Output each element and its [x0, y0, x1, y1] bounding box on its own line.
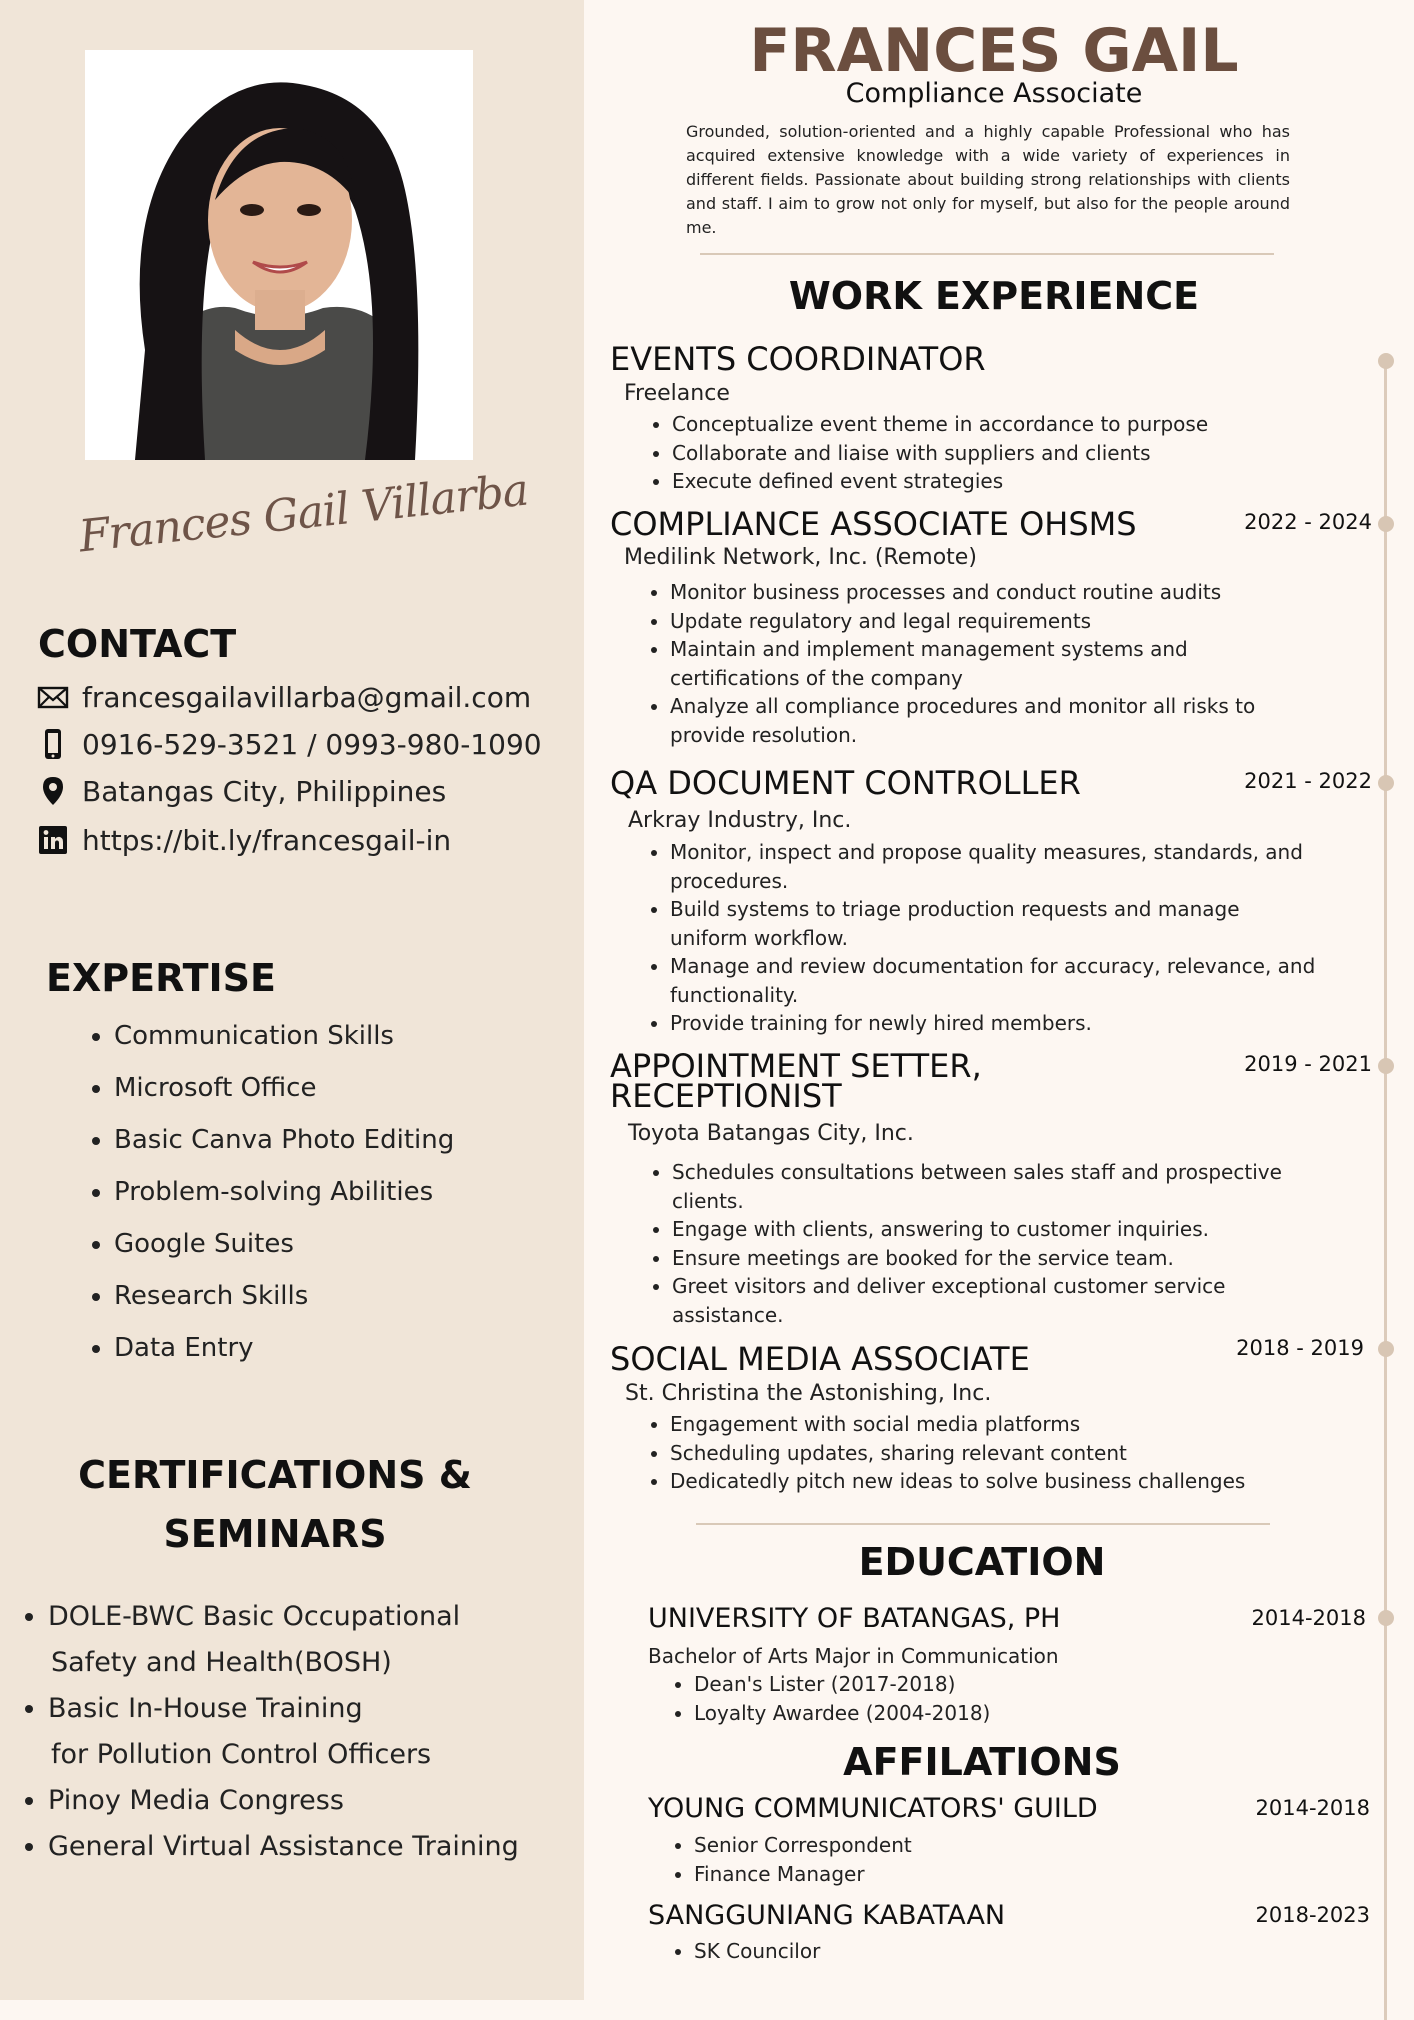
- job-bullet: • Monitor, inspect and propose quality measures, standards, and procedures.: [670, 838, 1320, 895]
- timeline-dot: [1378, 353, 1394, 369]
- work-experience-heading: WORK EXPERIENCE: [788, 274, 1200, 318]
- affiliation-bullet: • Finance Manager: [694, 1860, 1194, 1889]
- timeline-dot: [1378, 1058, 1394, 1074]
- contact-linkedin-row: [36, 823, 451, 857]
- job-bullet: • Collaborate and liaise with suppliers and clients: [672, 439, 1392, 468]
- contact-phone-row: [36, 727, 542, 761]
- job-company: Medilink Network, Inc. (Remote): [624, 545, 977, 570]
- expertise-item: • Microsoft Office: [114, 1062, 454, 1114]
- job-date: 2018 - 2019: [1236, 1336, 1364, 1360]
- expertise-item: • Communication Skills: [114, 1010, 454, 1062]
- job-bullet: • Engage with clients, answering to customer inquiries.: [672, 1215, 1312, 1244]
- portrait-image: [85, 50, 473, 460]
- education-degree: Bachelor of Arts Major in Communication: [648, 1644, 1059, 1668]
- expertise-item: • Research Skills: [114, 1270, 454, 1322]
- affiliation-name: YOUNG COMMUNICATORS' GUILD: [648, 1793, 1098, 1824]
- affiliation-bullets: [668, 1937, 1194, 1966]
- contact-location-row: [36, 774, 446, 808]
- timeline-dot: [1378, 1610, 1394, 1626]
- job-title: SOCIAL MEDIA ASSOCIATE: [610, 1340, 1030, 1378]
- job-date: 2019 - 2021: [1244, 1052, 1372, 1076]
- job-date: 2022 - 2024: [1244, 510, 1372, 534]
- certification-item: • Pinoy Media Congress: [48, 1778, 588, 1824]
- job-bullet: • Scheduling updates, sharing relevant content: [670, 1439, 1390, 1468]
- certifications-heading-line1: CERTIFICATIONS &: [78, 1453, 472, 1497]
- job-bullet: • Dedicatedly pitch new ideas to solve business challenges: [670, 1467, 1390, 1496]
- job-company: Toyota Batangas City, Inc.: [628, 1121, 914, 1146]
- certifications-heading: [40, 1446, 510, 1564]
- job-bullets: [644, 838, 1320, 1038]
- timeline-dot: [1378, 516, 1394, 532]
- timeline-line: [1384, 360, 1387, 2020]
- certification-item: • DOLE-BWC Basic Occupational Safety and Health(BOSH): [48, 1594, 588, 1686]
- timeline-dot: [1378, 1341, 1394, 1357]
- education-date: 2014-2018: [1251, 1606, 1366, 1630]
- job-bullet: • Update regulatory and legal requirements: [670, 607, 1295, 636]
- job-bullet: • Manage and review documentation for accuracy, relevance, and functionality.: [670, 952, 1320, 1009]
- affiliation-bullets: [668, 1831, 1194, 1888]
- certifications-list: [16, 1594, 588, 1870]
- divider: [700, 253, 1274, 255]
- education-heading: EDUCATION: [858, 1540, 1106, 1584]
- expertise-item: • Basic Canva Photo Editing: [114, 1114, 454, 1166]
- contact-linkedin[interactable]: https://bit.ly/francesgail-in: [82, 823, 452, 857]
- education-bullet: • Loyalty Awardee (2004-2018): [694, 1699, 1194, 1728]
- job-bullets: [644, 578, 1295, 749]
- mail-icon: [36, 680, 70, 714]
- expertise-heading: EXPERTISE: [46, 956, 277, 1000]
- timeline-dot: [1378, 775, 1394, 791]
- job-bullet: • Engagement with social media platforms: [670, 1410, 1390, 1439]
- affiliations-heading: AFFILATIONS: [843, 1740, 1121, 1784]
- divider: [696, 1523, 1270, 1525]
- affiliation-date: 2014-2018: [1255, 1796, 1370, 1820]
- contact-heading: CONTACT: [38, 622, 237, 666]
- job-bullet: • Schedules consultations between sales staff and prospective clients.: [672, 1158, 1312, 1215]
- affiliation-date: 2018-2023: [1255, 1903, 1370, 1927]
- contact-location: Batangas City, Philippines: [82, 774, 447, 808]
- location-pin-icon: [36, 774, 70, 808]
- signature: Frances Gail Villarba: [76, 464, 531, 563]
- expertise-item: • Data Entry: [114, 1322, 454, 1374]
- job-company: Freelance: [624, 381, 730, 406]
- left-sidebar: [0, 0, 584, 2000]
- job-title: APPOINTMENT SETTER, RECEPTIONIST: [610, 1047, 982, 1115]
- education-school: UNIVERSITY OF BATANGAS, PH: [648, 1603, 1061, 1634]
- certification-item: • Basic In-House Training for Pollution Control Officers: [48, 1686, 588, 1778]
- affiliation-bullet: • Senior Correspondent: [694, 1831, 1194, 1860]
- affiliation-bullet: • SK Councilor: [694, 1937, 1194, 1966]
- job-bullet: • Build systems to triage production requests and manage uniform workflow.: [670, 895, 1320, 952]
- education-bullets: [668, 1670, 1194, 1727]
- contact-email[interactable]: francesgailavillarba@gmail.com: [82, 680, 532, 714]
- expertise-item: • Problem-solving Abilities: [114, 1166, 454, 1218]
- job-bullets: [646, 1158, 1312, 1329]
- job-bullet: • Conceptualize event theme in accordance to purpose: [672, 410, 1392, 439]
- job-bullet: • Analyze all compliance procedures and monitor all risks to provide resolution.: [670, 692, 1295, 749]
- job-title: COMPLIANCE ASSOCIATE OHSMS: [610, 505, 1137, 543]
- job-bullet: • Ensure meetings are booked for the service team.: [672, 1244, 1312, 1273]
- job-title: QA DOCUMENT CONTROLLER: [610, 764, 1081, 802]
- job-bullet: • Maintain and implement management systems and certifications of the company: [670, 635, 1295, 692]
- expertise-list: [82, 1010, 454, 1374]
- job-bullet: • Greet visitors and deliver exceptional customer service assistance.: [672, 1272, 1312, 1329]
- job-company: Arkray Industry, Inc.: [628, 808, 852, 833]
- candidate-role: Compliance Associate: [845, 78, 1143, 109]
- profile-summary: Grounded, solution-oriented and a highly capable Professional who has acquired extensive knowledge with a wide variety of experiences in different fields. Passionate about building strong relationships with clients and staff. I aim to grow not only for myself, but also for the people around me.: [686, 122, 1290, 237]
- job-company: St. Christina the Astonishing, Inc.: [625, 1381, 992, 1406]
- job-bullets: [646, 410, 1392, 496]
- job-date: 2021 - 2022: [1244, 769, 1372, 793]
- linkedin-icon: [36, 823, 70, 857]
- contact-email-row: [36, 680, 531, 714]
- education-bullet: • Dean's Lister (2017-2018): [694, 1670, 1194, 1699]
- job-bullet: • Provide training for newly hired members.: [670, 1009, 1320, 1038]
- profile-photo: [85, 50, 473, 460]
- affiliation-name: SANGGUNIANG KABATAAN: [648, 1900, 1006, 1931]
- certification-item: • General Virtual Assistance Training: [48, 1824, 588, 1870]
- phone-icon: [36, 727, 70, 761]
- expertise-item: • Google Suites: [114, 1218, 454, 1270]
- job-bullet: • Monitor business processes and conduct routine audits: [670, 578, 1295, 607]
- main-content: [584, 0, 1414, 2000]
- job-bullet: • Execute defined event strategies: [672, 467, 1392, 496]
- candidate-name: FRANCES GAIL: [749, 16, 1239, 86]
- contact-phone: 0916-529-3521 / 0993-980-1090: [82, 727, 542, 761]
- certifications-heading-line2: SEMINARS: [163, 1512, 387, 1556]
- job-title: EVENTS COORDINATOR: [610, 340, 986, 378]
- job-bullets: [644, 1410, 1390, 1496]
